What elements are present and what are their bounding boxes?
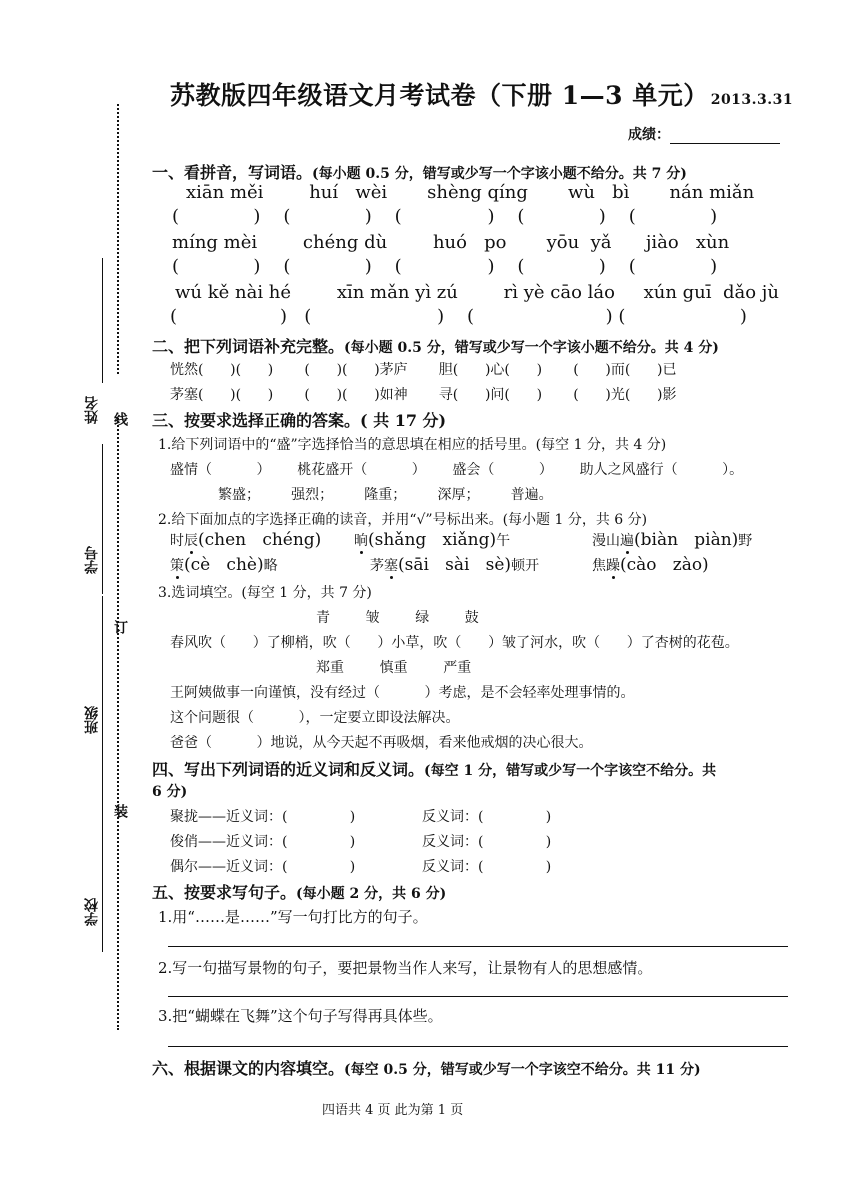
section-6-heading: 六、根据课文的内容填空。(每空 0.5 分，错写或少写一个字该空不给分。共 11 分) [152, 1059, 701, 1078]
s5-question-3: 3.把“蝴蝶在飞舞”这个句子写得再具体些。 [158, 1007, 443, 1025]
binding-dotted-line [117, 418, 119, 1030]
school-label: 学校 [84, 898, 100, 926]
s3-q1-blanks[interactable]: 盛情（ ） 桃花盛开（ ） 盛会（ ） 助人之风盛行（ ）。 [170, 462, 744, 478]
s3-q3-wordbank-2: 郑重 慎重 严重 [316, 660, 472, 676]
section-4-heading: 四、写出下列词语的近义词和反义词。(每空 1 分，错写或少写一个字该空不给分。共 [152, 760, 717, 779]
reading-item-5[interactable]: 茅塞(sāi sài sè)顿开 [370, 555, 540, 575]
section-4-heading-cont: 6 分) [152, 784, 188, 800]
binding-dotted-line [117, 104, 119, 374]
s5-question-1: 1.用“……是……”写一句打比方的句子。 [158, 908, 428, 926]
s3-q3-fill-4[interactable]: 爸爸（ ）地说，从今天起不再吸烟，看来他戒烟的决心很大。 [170, 735, 593, 751]
score-blank[interactable] [670, 129, 780, 144]
s3-q3-fill-2[interactable]: 王阿姨做事一向谨慎，没有经过（ ）考虑，是不会轻率处理事情的。 [170, 685, 635, 701]
reading-item-3[interactable]: 漫山遍(biàn piàn)野 [592, 530, 753, 550]
synonym-row-2[interactable]: 俊俏——近义词：( ) 反义词：( ) [170, 834, 552, 850]
page-title: 苏教版四年级语文月考试卷（下册 1—3 单元） 2013.3.31 [170, 81, 794, 110]
name-blank-line[interactable] [102, 258, 103, 383]
synonym-row-1[interactable]: 聚拢——近义词：( ) 反义词：( ) [170, 809, 552, 825]
score-field[interactable]: 成绩： [628, 124, 780, 144]
s3-question-3: 3.选词填空。(每空 1 分，共 7 分) [158, 585, 372, 601]
cut-line-mark: 线 [112, 412, 128, 426]
answer-row-3[interactable]: ( ) ( ) ( ) ( ) [170, 306, 747, 327]
answer-row-1[interactable]: ( ) ( ) ( ) ( ) ( ) [172, 206, 718, 227]
reading-item-4[interactable]: 策(cè chè)略 [170, 555, 278, 575]
s3-question-1: 1.给下列词语中的“盛”字选择恰当的意思填在相应的括号里。(每空 1 分，共 4 分) [158, 437, 667, 453]
s5-question-2: 2.写一句描写景物的句子，要把景物当作人来写，让景物有人的思想感情。 [158, 959, 653, 977]
s3-q3-fill-1[interactable]: 春风吹（ ）了柳梢，吹（ ）小草，吹（ ）皱了河水，吹（ ）了杏树的花苞。 [170, 635, 739, 651]
reading-item-1[interactable]: 时辰(chen chéng) [170, 530, 322, 550]
class-label: 班级 [84, 706, 100, 734]
student-id-label: 学号 [84, 546, 100, 574]
page-footer: 四语共 4 页 此为第 1 页 [322, 1103, 464, 1118]
bind-mark: 订 [112, 620, 128, 634]
reading-item-6[interactable]: 焦躁(cào zào) [592, 555, 709, 575]
name-label: 姓名 [84, 396, 100, 424]
pinyin-row-3: wú kě nài hé xīn mǎn yì zú rì yè cāo láo xún guī dǎo jù [175, 282, 779, 303]
idiom-row-1[interactable]: 恍然( )( ) ( )( )茅庐 胆( )心( ) ( )而( )已 [170, 362, 677, 378]
exam-date: 2013.3.31 [710, 92, 794, 108]
reading-item-2[interactable]: 晌(shǎng xiǎng)午 [354, 530, 511, 550]
class-blank-line[interactable] [102, 596, 103, 756]
synonym-row-3[interactable]: 偶尔——近义词：( ) 反义词：( ) [170, 859, 552, 875]
answer-row-2[interactable]: ( ) ( ) ( ) ( ) ( ) [172, 256, 718, 277]
s3-q3-wordbank-1: 青 皱 绿 鼓 [316, 610, 479, 626]
pinyin-row-1: xiān měi huí wèi shèng qíng wù bì nán miǎn [186, 182, 755, 203]
pinyin-row-2: míng mèi chéng dù huó po yōu yǎ jiào xùn [172, 232, 730, 253]
section-5-heading: 五、按要求写句子。(每小题 2 分，共 6 分) [152, 883, 447, 902]
school-blank-line[interactable] [102, 756, 103, 952]
s3-q3-fill-3[interactable]: 这个问题很（ ），一定要立即设法解决。 [170, 710, 460, 726]
s3-q1-options: 繁盛； 强烈； 隆重； 深厚； 普遍。 [218, 487, 553, 503]
idiom-row-2[interactable]: 茅塞( )( ) ( )( )如神 寻( )问( ) ( )光( )影 [170, 387, 677, 403]
section-3-heading: 三、按要求选择正确的答案。( 共 17 分) [152, 411, 447, 430]
s3-question-2: 2.给下面加点的字选择正确的读音，并用“√”号标出来。(每小题 1 分，共 6 分) [158, 512, 648, 528]
s5-answer-line-3[interactable] [168, 1046, 788, 1047]
s5-answer-line-2[interactable] [168, 996, 788, 997]
seal-mark: 装 [112, 804, 128, 818]
section-1-heading: 一、看拼音，写词语。(每小题 0.5 分，错写或少写一个字该小题不给分。共 7 分) [152, 163, 687, 182]
s5-answer-line-1[interactable] [168, 946, 788, 947]
student-id-blank-line[interactable] [102, 444, 103, 594]
section-2-heading: 二、把下列词语补充完整。(每小题 0.5 分，错写或少写一个字该小题不给分。共 4 分) [152, 337, 719, 356]
